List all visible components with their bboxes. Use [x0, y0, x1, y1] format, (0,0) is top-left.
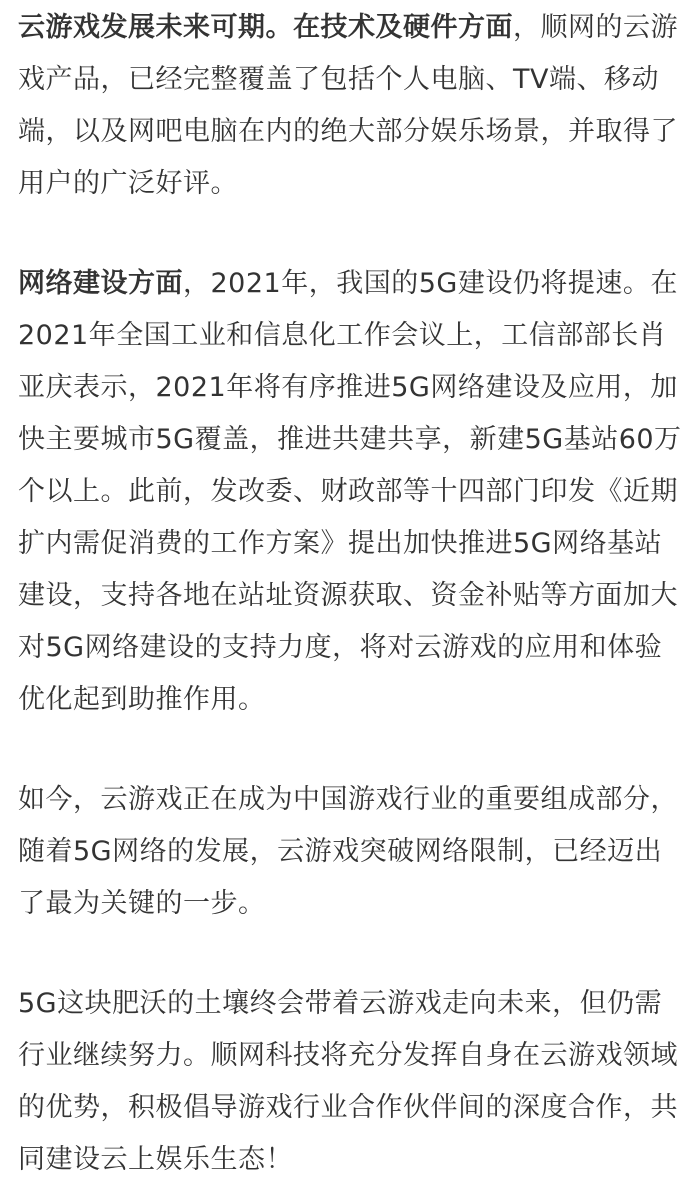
paragraph-text: 5G这块肥沃的土壤终会带着云游戏走向未来，但仍需行业继续努力。顺网科技将充分发挥自身在云游戏领域的优势，积极倡导游戏行业合作伙伴间的深度合作，共同建设云上娱乐生态！ — [18, 988, 678, 1175]
paragraph-cloud-gaming-outlook — [18, 2, 682, 210]
paragraph-industry-status — [18, 774, 682, 930]
paragraph-network-construction — [18, 258, 682, 726]
paragraph-lead: 云游戏发展未来可期。在技术及硬件方面 — [18, 12, 513, 43]
paragraph-text: ，2021年，我国的5G建设仍将提速。在2021年全国工业和信息化工作会议上，工信部部长肖亚庆表示，2021年将有序推进5G网络建设及应用，加快主要城市5G覆盖，推进共建共享，新建5G基站60万个以上。此前，发改委、财政部等十四部门印发《近期扩内需促消费的工作方案》提出加快推进5G网络基站建设，支持各地在站址资源获取、资金补贴等方面加大对5G网络建设的支持力度，将对云游戏的应用和体验优化起到助推作用。 — [18, 268, 682, 715]
paragraph-lead: 网络建设方面 — [18, 268, 183, 299]
paragraph-text: 如今，云游戏正在成为中国游戏行业的重要组成部分，随着5G网络的发展，云游戏突破网络限制，已经迈出了最为关键的一步。 — [18, 784, 678, 919]
paragraph-conclusion — [18, 978, 682, 1186]
paragraph-text: ，顺网的云游戏产品，已经完整覆盖了包括个人电脑、TV端、移动端，以及网吧电脑在内的绝大部分娱乐场景，并取得了用户的广泛好评。 — [18, 12, 678, 199]
